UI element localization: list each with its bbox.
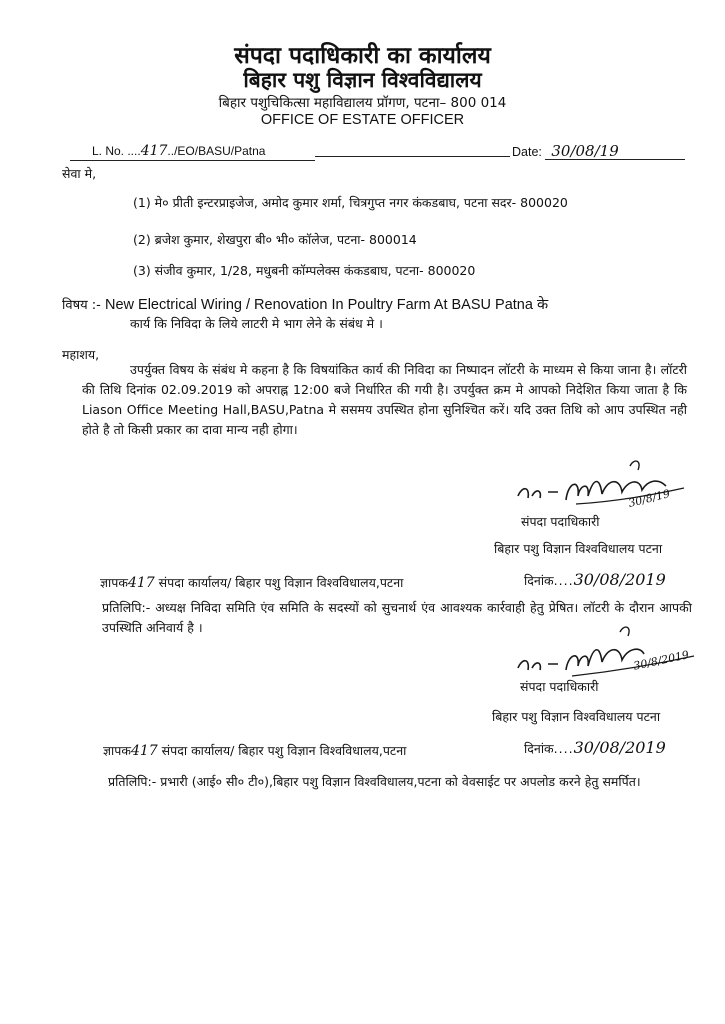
memo-1-date-label: दिनांक	[524, 573, 554, 588]
signature-2-title: संपदा पदाधिकारी	[520, 679, 599, 694]
memo-1-date: दिनांक....30/08/2019	[524, 570, 666, 589]
memo-2-date: दिनांक....30/08/2019	[524, 738, 666, 757]
signature-1-org: बिहार पशु विज्ञान विश्वविधालय पटना	[494, 541, 663, 556]
letter-date-value: 30/08/19	[551, 142, 619, 160]
memo-1-date-value: 30/08/2019	[573, 570, 666, 589]
letter-body: उपर्युक्त विषय के संबंध मे कहना है कि विषयांकित कार्य की निविदा का निष्पादन लॉटरी के माध्यम से किया जाना है। लॉटरी की तिथि दिनांक 02.09.2019 को अपराह्न 12:00 बजे निर्धारित की गयी है। उपर्युक्त क्रम मे आपको निदेशित किया जाता है कि Liason Office Meeting Hall,BASU,Patna मे ससमय उपस्थित होना सुनिश्चित करें। यदि उक्त तिथि को आप उपस्थित नही होते है तो किसी प्रकार का दावा मान्य नही होगा।	[82, 362, 687, 437]
header-rule	[315, 156, 510, 157]
memo-2-line	[103, 742, 406, 759]
memo-1-prefix: ज्ञापक	[100, 575, 128, 590]
university-title-hindi: बिहार पशु विज्ञान विश्वविद्यालय	[243, 68, 482, 92]
signature-1-title: संपदा पदाधिकारी	[521, 514, 600, 529]
signature-1-scribble	[508, 456, 698, 516]
memo-2-number: 417	[130, 743, 158, 759]
letter-number-prefix: L. No. ....	[92, 144, 141, 158]
memo-1-text: संपदा कार्यालय/ बिहार पशु विज्ञान विश्वविधालय,पटना	[158, 575, 404, 590]
memo-1-line	[100, 574, 403, 591]
memo-2-date-label: दिनांक	[524, 741, 554, 756]
greeting: महाशय,	[62, 347, 100, 362]
letter-number-value: 417	[140, 143, 168, 159]
memo-2-date-value: 30/08/2019	[573, 738, 666, 757]
signature-2-handwritten	[508, 624, 708, 684]
subject-label: विषय :-	[62, 298, 101, 313]
letter-number-line	[92, 143, 265, 159]
letter-number-underline	[70, 160, 315, 161]
letter-date-line	[512, 142, 619, 160]
recipient-1: (1) मे० प्रीती इन्टरप्राइजेज, अमोद कुमार शर्मा, चित्रगुप्त नगर कंकडबाघ, पटना सदर- 800020	[133, 195, 568, 210]
recipient-2: (2) ब्रजेश कुमार, शेखपुरा बी० भी० कॉलेज, पटना- 800014	[133, 232, 417, 247]
signature-2-date: 30/8/2019	[632, 648, 691, 673]
recipient-3: (3) संजीव कुमार, 1/28, मधुबनी कॉम्पलेक्स कंकडबाघ, पटना- 800020	[133, 263, 476, 278]
campus-address-hindi: बिहार पशुचिकित्सा महाविद्यालय प्रॉगण, पटना– 800 014	[218, 95, 507, 111]
salutation-to: सेवा मे,	[62, 166, 97, 181]
subject-line-2: कार्य कि निविदा के लिये लाटरी मे भाग लेने के संबंध मे ।	[130, 316, 383, 331]
copy-1-label: प्रतिलिपि:-	[102, 600, 151, 615]
subject-line-1	[62, 294, 548, 314]
letter-date-label: Date:	[512, 145, 542, 159]
copy-1-text: अध्यक्ष निविदा समिति एंव समिति के सदस्यों को सुचनार्थ एंव आवश्यक कार्रवाही हेतु प्रेषित। लॉटरी के दौरान आपकी उपस्थिति अनिवार्य है ।	[102, 600, 692, 635]
letter-number-suffix: ../EO/BASU/Patna	[167, 144, 266, 158]
memo-2-text: संपदा कार्यालय/ बिहार पशु विज्ञान विश्वविधालय,पटना	[161, 743, 407, 758]
signature-2-org: बिहार पशु विज्ञान विश्वविधालय पटना	[492, 709, 661, 724]
subject-text-1: New Electrical Wiring / Renovation In Poultry Farm At BASU Patna के	[105, 297, 549, 313]
office-title-hindi: संपदा पदाधिकारी का कार्यालय	[234, 43, 491, 69]
office-title-english: OFFICE OF ESTATE OFFICER	[260, 112, 465, 128]
signature-1-date: 30/8/19	[627, 487, 672, 510]
copy-2	[108, 772, 700, 792]
memo-2-prefix: ज्ञापक	[103, 743, 131, 758]
memo-1-number: 417	[127, 575, 155, 591]
copy-2-text: प्रभारी (आई० सी० टी०),बिहार पशु विज्ञान विश्वविधालय,पटना को वेवसाईट पर अपलोड करने हेतु समर्पित।	[160, 774, 641, 789]
signature-1-handwritten	[508, 456, 698, 516]
letter-date-underline	[545, 159, 685, 160]
copy-2-label: प्रतिलिपि:-	[108, 774, 157, 789]
